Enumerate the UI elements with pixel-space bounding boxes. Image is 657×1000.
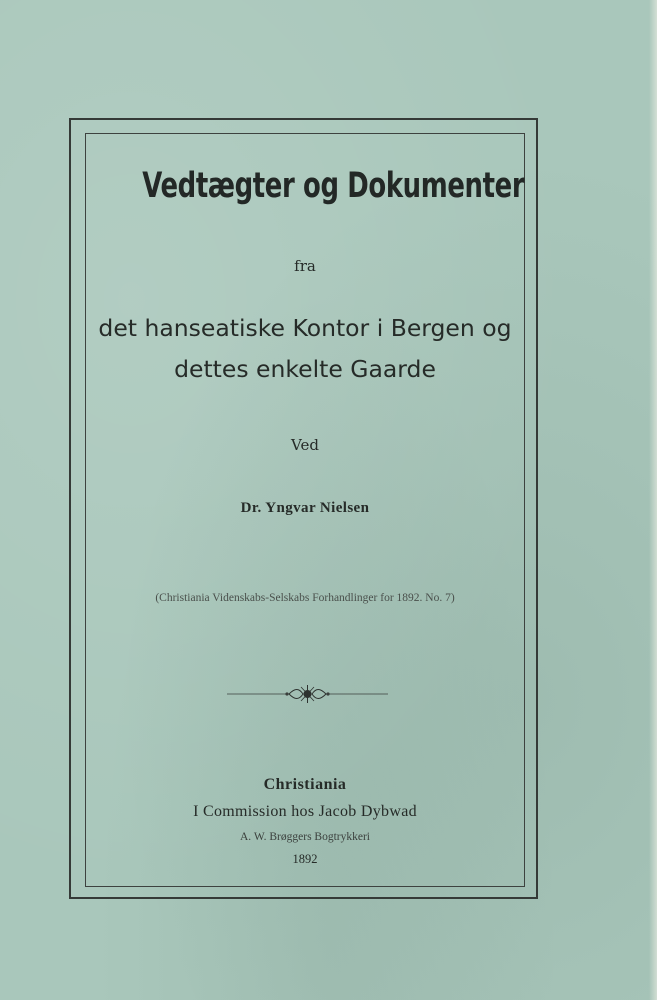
word-ved: Ved — [291, 436, 319, 454]
word-fra: fra — [294, 257, 316, 275]
publication-year: 1892 — [292, 852, 318, 866]
book-title: Vedtægter og Dokumenter — [142, 166, 525, 206]
publication-place: Christiania — [263, 776, 347, 793]
series-note: (Christiania Videnskabs-Selskabs Forhandlinger for 1892. No. 7) — [155, 592, 455, 604]
subtitle-line-1: det hanseatiske Kontor i Bergen og — [98, 314, 512, 342]
page-edge — [649, 0, 657, 1000]
printer-line: A. W. Brøggers Bogtrykkeri — [239, 831, 370, 843]
publisher-line: I Commission hos Jacob Dybwad — [193, 803, 417, 820]
author-name: Dr. Yngvar Nielsen — [240, 500, 370, 516]
subtitle-line-2: dettes enkelte Gaarde — [174, 355, 436, 383]
ornament-icon — [225, 682, 390, 706]
